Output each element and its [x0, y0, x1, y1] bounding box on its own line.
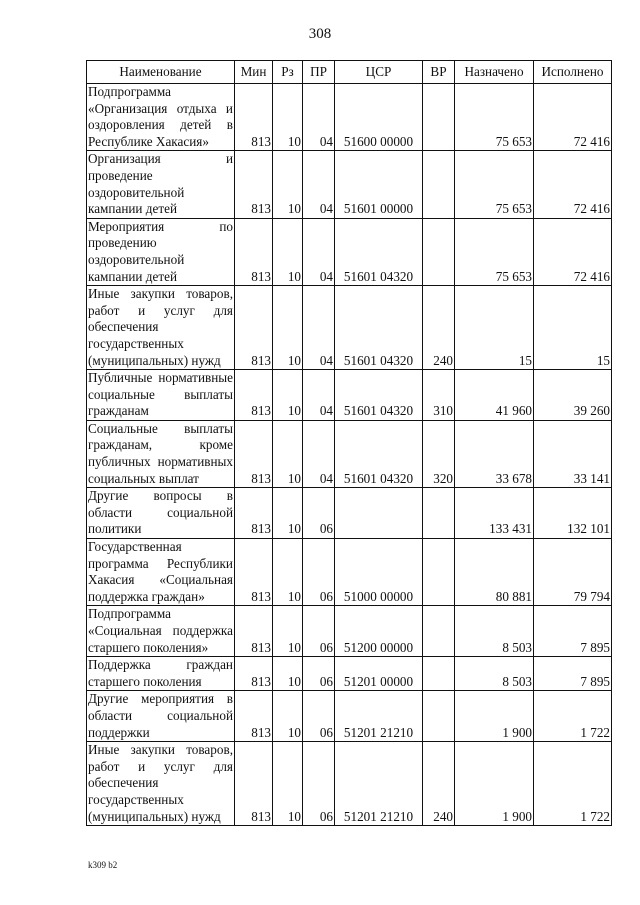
row-executed: 33 141 [534, 420, 612, 487]
row-rz: 10 [273, 370, 303, 421]
row-name: Иные закупки товаров, работ и услуг для обеспечения государственных (муниципальных) нужд [87, 286, 235, 370]
row-assigned: 1 900 [455, 742, 534, 826]
row-executed: 72 416 [534, 218, 612, 285]
row-pr: 04 [303, 84, 335, 151]
row-vr [423, 218, 455, 285]
table-header-row [87, 61, 612, 84]
row-executed: 72 416 [534, 84, 612, 151]
row-assigned: 80 881 [455, 539, 534, 606]
row-rz: 10 [273, 151, 303, 218]
row-executed: 39 260 [534, 370, 612, 421]
row-csr: 51601 04320 [335, 286, 423, 370]
row-name: Подпрограмма «Организация отдыха и оздоровления детей в Республике Хакасия» [87, 84, 235, 151]
header-executed: Исполнено [534, 61, 612, 84]
row-rz: 10 [273, 420, 303, 487]
row-executed: 15 [534, 286, 612, 370]
table-row [87, 420, 612, 487]
row-vr [423, 657, 455, 691]
header-assigned: Назначено [455, 61, 534, 84]
row-csr: 51601 04320 [335, 370, 423, 421]
row-min: 813 [235, 606, 273, 657]
row-name: Поддержка граждан старшего поколения [87, 657, 235, 691]
row-name: Социальные выплаты гражданам, кроме публичных нормативных социальных выплат [87, 420, 235, 487]
header-pr: ПР [303, 61, 335, 84]
table-row [87, 606, 612, 657]
row-assigned: 33 678 [455, 420, 534, 487]
row-pr: 06 [303, 657, 335, 691]
row-pr: 06 [303, 606, 335, 657]
row-name: Публичные нормативные социальные выплаты гражданам [87, 370, 235, 421]
row-csr: 51601 04320 [335, 420, 423, 487]
row-executed: 1 722 [534, 742, 612, 826]
row-pr: 06 [303, 742, 335, 826]
row-rz: 10 [273, 539, 303, 606]
table-row [87, 370, 612, 421]
row-min: 813 [235, 420, 273, 487]
table-row [87, 488, 612, 539]
row-csr: 51201 21210 [335, 691, 423, 742]
row-pr: 04 [303, 218, 335, 285]
row-vr [423, 84, 455, 151]
row-vr: 240 [423, 286, 455, 370]
row-csr: 51601 00000 [335, 151, 423, 218]
table-row [87, 151, 612, 218]
row-min: 813 [235, 691, 273, 742]
row-csr: 51200 00000 [335, 606, 423, 657]
header-min: Мин [235, 61, 273, 84]
row-assigned: 75 653 [455, 218, 534, 285]
row-rz: 10 [273, 742, 303, 826]
row-pr: 04 [303, 151, 335, 218]
row-assigned: 41 960 [455, 370, 534, 421]
row-executed: 7 895 [534, 606, 612, 657]
row-executed: 79 794 [534, 539, 612, 606]
row-name: Организация и проведение оздоровительной кампании детей [87, 151, 235, 218]
row-name: Государственная программа Республики Хакасия «Социальная поддержка граждан» [87, 539, 235, 606]
row-vr [423, 488, 455, 539]
table-row [87, 218, 612, 285]
row-pr: 06 [303, 539, 335, 606]
row-vr: 310 [423, 370, 455, 421]
row-vr [423, 691, 455, 742]
row-rz: 10 [273, 84, 303, 151]
row-min: 813 [235, 488, 273, 539]
row-assigned: 1 900 [455, 691, 534, 742]
row-pr: 04 [303, 370, 335, 421]
table-row [87, 286, 612, 370]
header-name: Наименование [87, 61, 235, 84]
row-executed: 7 895 [534, 657, 612, 691]
table-row [87, 539, 612, 606]
row-min: 813 [235, 370, 273, 421]
header-vr: ВР [423, 61, 455, 84]
row-pr: 04 [303, 286, 335, 370]
row-assigned: 75 653 [455, 84, 534, 151]
row-pr: 04 [303, 420, 335, 487]
row-min: 813 [235, 657, 273, 691]
row-name: Подпрограмма «Социальная поддержка старшего поколения» [87, 606, 235, 657]
row-name: Другие вопросы в области социальной политики [87, 488, 235, 539]
row-rz: 10 [273, 606, 303, 657]
row-executed: 1 722 [534, 691, 612, 742]
row-pr: 06 [303, 691, 335, 742]
table-row [87, 84, 612, 151]
row-rz: 10 [273, 218, 303, 285]
row-min: 813 [235, 539, 273, 606]
row-rz: 10 [273, 488, 303, 539]
row-rz: 10 [273, 286, 303, 370]
row-assigned: 8 503 [455, 606, 534, 657]
row-vr [423, 606, 455, 657]
row-assigned: 8 503 [455, 657, 534, 691]
row-executed: 72 416 [534, 151, 612, 218]
page-number: 308 [308, 26, 332, 42]
row-min: 813 [235, 151, 273, 218]
row-pr: 06 [303, 488, 335, 539]
row-name: Другие мероприятия в области социальной поддержки [87, 691, 235, 742]
row-vr: 240 [423, 742, 455, 826]
footer-code: k309 b2 [88, 860, 118, 870]
table-row [87, 742, 612, 826]
row-name: Мероприятия по проведению оздоровительной кампании детей [87, 218, 235, 285]
row-assigned: 75 653 [455, 151, 534, 218]
row-name: Иные закупки товаров, работ и услуг для обеспечения государственных (муниципальных) нужд [87, 742, 235, 826]
table-row [87, 691, 612, 742]
row-min: 813 [235, 742, 273, 826]
header-csr: ЦСР [335, 61, 423, 84]
row-csr: 51600 00000 [335, 84, 423, 151]
row-csr: 51201 00000 [335, 657, 423, 691]
row-vr [423, 151, 455, 218]
budget-table [86, 60, 612, 826]
row-executed: 132 101 [534, 488, 612, 539]
row-assigned: 133 431 [455, 488, 534, 539]
row-assigned: 15 [455, 286, 534, 370]
row-csr: 51201 21210 [335, 742, 423, 826]
header-rz: Рз [273, 61, 303, 84]
row-vr: 320 [423, 420, 455, 487]
row-csr [335, 488, 423, 539]
table-row [87, 657, 612, 691]
row-min: 813 [235, 286, 273, 370]
row-csr: 51000 00000 [335, 539, 423, 606]
row-rz: 10 [273, 657, 303, 691]
row-min: 813 [235, 84, 273, 151]
row-rz: 10 [273, 691, 303, 742]
row-csr: 51601 04320 [335, 218, 423, 285]
row-min: 813 [235, 218, 273, 285]
row-vr [423, 539, 455, 606]
